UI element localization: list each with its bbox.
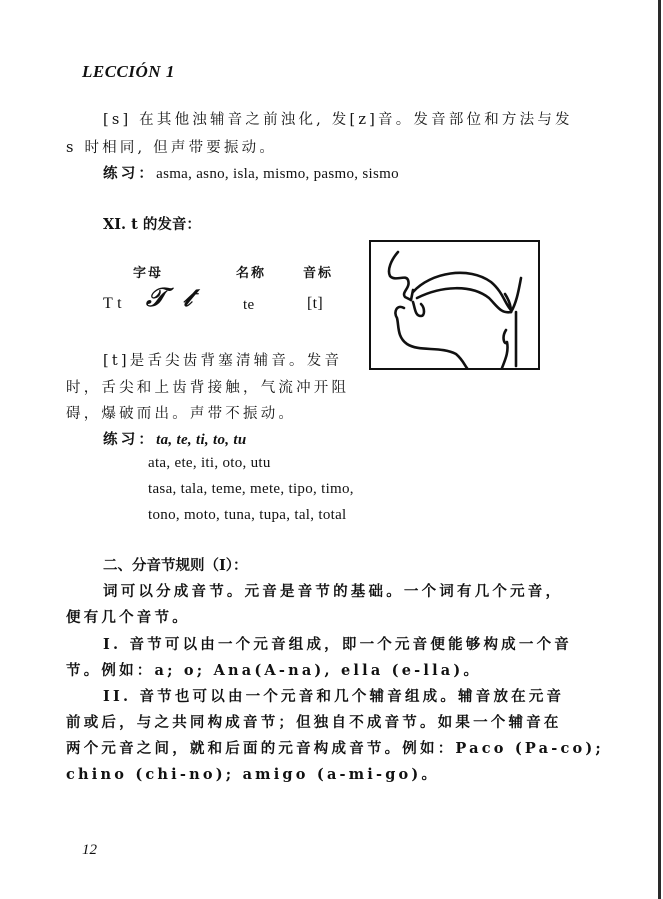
column-header-letter: 字母	[133, 266, 164, 281]
letter-print: T t	[103, 295, 122, 312]
voicing-practice	[103, 162, 399, 183]
syllable-intro-line-1: 词可以分成音节。元音是音节的基础。一个词有几个元音，	[103, 583, 564, 600]
t-description-line-2: 时，舌尖和上齿背接触，气流冲开阻	[66, 380, 350, 396]
column-header-name: 名称	[236, 266, 267, 281]
rule2-line-3: 两个元音之间，就和后面的元音构成音节。例如：Paco (Pa-co);	[66, 740, 604, 757]
rule1-line-1: I. 音节可以由一个元音组成，即一个元音便能够构成一个音	[103, 636, 572, 653]
practice-words: asma, asno, isla, mismo, pasmo, sismo	[156, 166, 399, 182]
page-edge-border	[658, 0, 661, 899]
mouth-articulation-diagram-frame	[369, 240, 540, 370]
letter-script-lower: 𝓉	[183, 283, 192, 313]
rule2-line-2: 前或后，与之共同构成音节；但独自不成音节。如果一个辅音在	[66, 714, 562, 731]
lesson-header: LECCIÓN 1	[82, 62, 175, 81]
voicing-note-line-1: [s] 在其他浊辅音之前浊化, 发[z]音。发音部位和方法与发	[103, 112, 573, 128]
letter-script-upper: 𝒯	[146, 283, 166, 313]
rule2-line-1: II. 音节也可以由一个元音和几个辅音组成。辅音放在元音	[103, 688, 565, 705]
page-number: 12	[82, 842, 97, 858]
syllable-intro-line-2: 便有几个音节。	[66, 609, 190, 626]
section-t-title: XI. t 的发音：	[103, 216, 201, 233]
t-description-line-3: 碍，爆破而出。声带不振动。	[66, 406, 297, 422]
rule2-line-4: chino (chi-no); amigo (a-mi-go)。	[66, 766, 440, 783]
mouth-articulation-diagram-icon	[371, 242, 538, 368]
column-header-ipa: 音标	[303, 266, 334, 281]
practice-words: ta, te, ti, to, tu	[156, 432, 247, 448]
ipa-value: [t]	[307, 295, 324, 312]
rule1-line-2: 节。例如：a; o; Ana(A-na), ella (e-lla)。	[66, 662, 482, 679]
t-practice-row-3: tasa, tala, teme, mete, tipo, timo,	[148, 481, 354, 497]
practice-label: 练习：	[103, 431, 157, 448]
t-description-line-1: [t]是舌尖齿背塞清辅音。发音	[103, 353, 343, 369]
practice-label: 练习：	[103, 165, 157, 182]
voicing-note-line-2: s 时相同, 但声带要振动。	[66, 140, 278, 156]
section-syllable-title: 二、分音节规则（I）：	[103, 557, 248, 574]
letter-name-value: te	[243, 297, 255, 313]
t-practice-row-4: tono, moto, tuna, tupa, tal, total	[148, 507, 347, 523]
t-practice-row-2: ata, ete, iti, oto, utu	[148, 455, 271, 471]
t-practice-row-1	[103, 428, 247, 449]
